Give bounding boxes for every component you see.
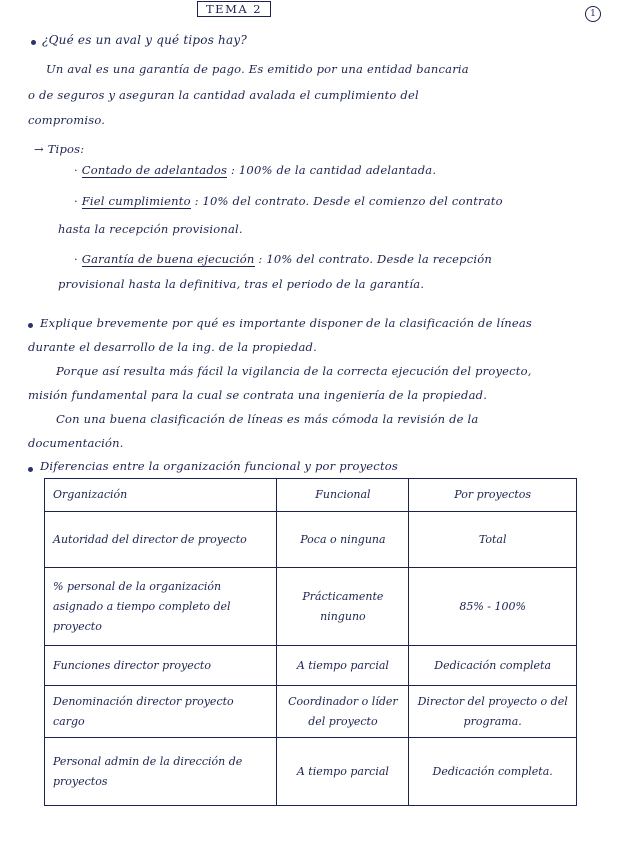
type-item-2: · Fiel cumplimiento : 10% del contrato. Desde el comienzo del contrato [74, 194, 503, 208]
question-1: ¿Qué es un aval y qué tipos hay? [42, 33, 247, 47]
table-cell: Dedicación completa. [409, 738, 577, 806]
type-item-3: · Garantía de buena ejecución : 10% del contrato. Desde la recepción [74, 252, 492, 266]
table-header-cell: Por proyectos [409, 479, 577, 512]
type-name-1: Contado de adelantados [81, 163, 228, 177]
table-row [45, 738, 577, 806]
type-text-2: : 10% del contrato. Desde el comienzo del contrato [194, 194, 503, 208]
answer-1-line-2: o de seguros y aseguran la cantidad avalada el cumplimiento del [28, 88, 419, 102]
table-cell: Poca o ninguna [277, 512, 409, 568]
answer-2-line-2: misión fundamental para la cual se contrata una ingeniería de la propiedad. [28, 388, 488, 402]
page-title: TEMA 2 [197, 1, 271, 17]
answer-1-line-1: Un aval es una garantía de pago. Es emitido por una entidad bancaria [46, 62, 469, 76]
table-cell: Denominación director proyecto cargo [45, 686, 277, 738]
type-item-1: · Contado de adelantados : 100% de la cantidad adelantada. [74, 163, 437, 177]
table-cell: Dedicación completa [409, 646, 577, 686]
table-row [45, 686, 577, 738]
answer-2-line-3: Con una buena clasificación de líneas es más cómoda la revisión de la [56, 412, 479, 426]
table-cell: Autoridad del director de proyecto [45, 512, 277, 568]
question-2-line-1: Explique brevemente por qué es importante disponer de la clasificación de líneas [40, 316, 532, 330]
table-header-row [45, 479, 577, 512]
table-cell: 85% - 100% [409, 568, 577, 646]
bullet-icon [31, 40, 36, 45]
table-cell: Personal admin de la dirección de proyectos [45, 738, 277, 806]
types-label: → Tipos: [34, 142, 85, 156]
table-cell: A tiempo parcial [277, 738, 409, 806]
question-3: Diferencias entre la organización funcional y por proyectos [40, 459, 398, 473]
type-cont-2: hasta la recepción provisional. [58, 222, 243, 236]
table-cell: Prácticamente ninguno [277, 568, 409, 646]
table-cell: Funciones director proyecto [45, 646, 277, 686]
table-cell: A tiempo parcial [277, 646, 409, 686]
page-number: 1 [585, 6, 601, 22]
type-text-1: : 100% de la cantidad adelantada. [230, 163, 437, 177]
table-cell: Director del proyecto o del programa. [409, 686, 577, 738]
table-row [45, 568, 577, 646]
answer-2-line-4: documentación. [28, 436, 124, 450]
answer-1-line-3: compromiso. [28, 113, 106, 127]
type-name-3: Garantía de buena ejecución [81, 252, 255, 266]
table-header-cell: Organización [45, 479, 277, 512]
type-name-2: Fiel cumplimiento [81, 194, 191, 208]
table-cell: % personal de la organización asignado a tiempo completo del proyecto [45, 568, 277, 646]
table-cell: Total [409, 512, 577, 568]
table-header-cell: Funcional [277, 479, 409, 512]
answer-2-line-1: Porque así resulta más fácil la vigilancia de la correcta ejecución del proyecto, [56, 364, 532, 378]
type-cont-3: provisional hasta la definitiva, tras el periodo de la garantía. [58, 277, 425, 291]
type-text-3: : 10% del contrato. Desde la recepción [258, 252, 492, 266]
bullet-icon [28, 323, 33, 328]
table-row [45, 646, 577, 686]
table-row [45, 512, 577, 568]
bullet-icon [28, 467, 33, 472]
comparison-table [44, 478, 577, 806]
question-2-line-2: durante el desarrollo de la ing. de la propiedad. [28, 340, 317, 354]
table-cell: Coordinador o líder del proyecto [277, 686, 409, 738]
